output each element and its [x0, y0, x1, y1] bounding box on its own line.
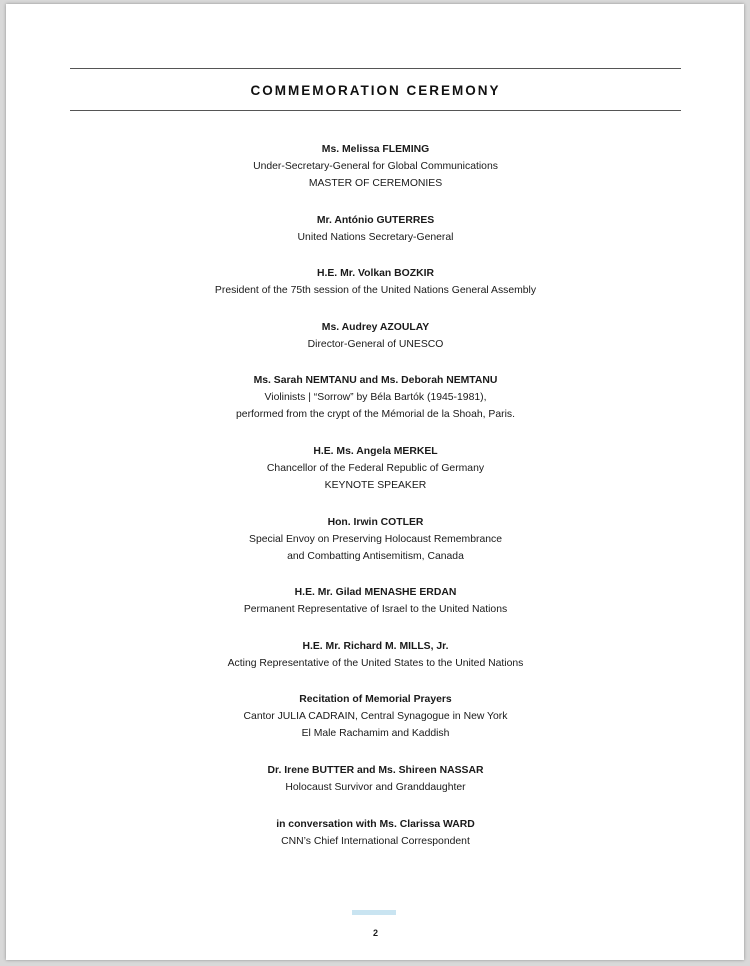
entry-description-line: Chancellor of the Federal Republic of Germany — [266, 462, 485, 474]
header-top-rule — [70, 68, 681, 69]
accent-bar — [352, 910, 396, 915]
entry-name: Ms. Audrey AZOULAY — [321, 321, 430, 333]
page-title: COMMEMORATION CEREMONY — [250, 83, 501, 98]
program-entry — [70, 638, 681, 672]
entry-description-line: El Male Rachamim and Kaddish — [301, 728, 450, 740]
program-entry — [70, 816, 681, 850]
entry-description-line: performed from the crypt of the Mémorial de la Shoah, Paris. — [236, 409, 515, 421]
entry-description-line: Cantor JULIA CADRAIN, Central Synagogue in New York — [243, 711, 508, 723]
program-list — [70, 141, 681, 869]
program-entry — [70, 265, 681, 299]
entry-description-line: Under-Secretary-General for Global Communications — [253, 161, 498, 172]
entry-name: H.E. Mr. Gilad MENASHE ERDAN — [294, 587, 457, 599]
entry-description-line: Permanent Representative of Israel to the United Nations — [243, 604, 508, 616]
program-entry — [70, 762, 681, 796]
entry-description-line: United Nations Secretary-General — [297, 231, 454, 243]
document-page — [6, 4, 744, 960]
program-entry — [70, 212, 681, 246]
entry-name: Mr. António GUTERRES — [316, 214, 435, 226]
entry-name: in conversation with Ms. Clarissa WARD — [276, 818, 475, 830]
entry-description-line: Holocaust Survivor and Granddaughter — [285, 781, 466, 793]
program-entry — [70, 319, 681, 353]
program-entry — [70, 691, 681, 742]
entry-name: Hon. Irwin COTLER — [327, 516, 424, 528]
entry-name: H.E. Mr. Volkan BOZKIR — [316, 268, 434, 280]
entry-name: Ms. Sarah NEMTANU and Ms. Deborah NEMTANU — [253, 375, 498, 387]
entry-name: H.E. Ms. Angela MERKEL — [313, 445, 438, 457]
entry-description-line: Director-General of UNESCO — [307, 338, 444, 350]
header-bottom-rule — [70, 110, 681, 111]
entry-description-line: Acting Representative of the United States to the United Nations — [227, 657, 524, 669]
entry-description-line: Violinists | “Sorrow” by Béla Bartók (1945-1981), — [264, 392, 487, 404]
entry-description-line: MASTER OF CEREMONIES — [308, 178, 443, 189]
entry-name: Recitation of Memorial Prayers — [299, 694, 452, 706]
entry-description-line: President of the 75th session of the United Nations General Assembly — [214, 285, 537, 297]
entry-name: Ms. Melissa FLEMING — [321, 144, 430, 155]
program-entry — [70, 141, 681, 192]
entry-name: H.E. Mr. Richard M. MILLS, Jr. — [302, 640, 449, 652]
entry-description-line: KEYNOTE SPEAKER — [324, 479, 427, 491]
program-entry — [70, 372, 681, 423]
entry-description-line: CNN’s Chief International Correspondent — [281, 835, 470, 847]
program-entry — [70, 584, 681, 618]
entry-name: Dr. Irene BUTTER and Ms. Shireen NASSAR — [267, 764, 484, 776]
page-number: 2 — [372, 928, 378, 938]
program-entry — [70, 514, 681, 565]
entry-description-line: Special Envoy on Preserving Holocaust Remembrance — [249, 533, 502, 545]
entry-description-line: and Combatting Antisemitism, Canada — [287, 550, 464, 562]
program-entry — [70, 443, 681, 494]
